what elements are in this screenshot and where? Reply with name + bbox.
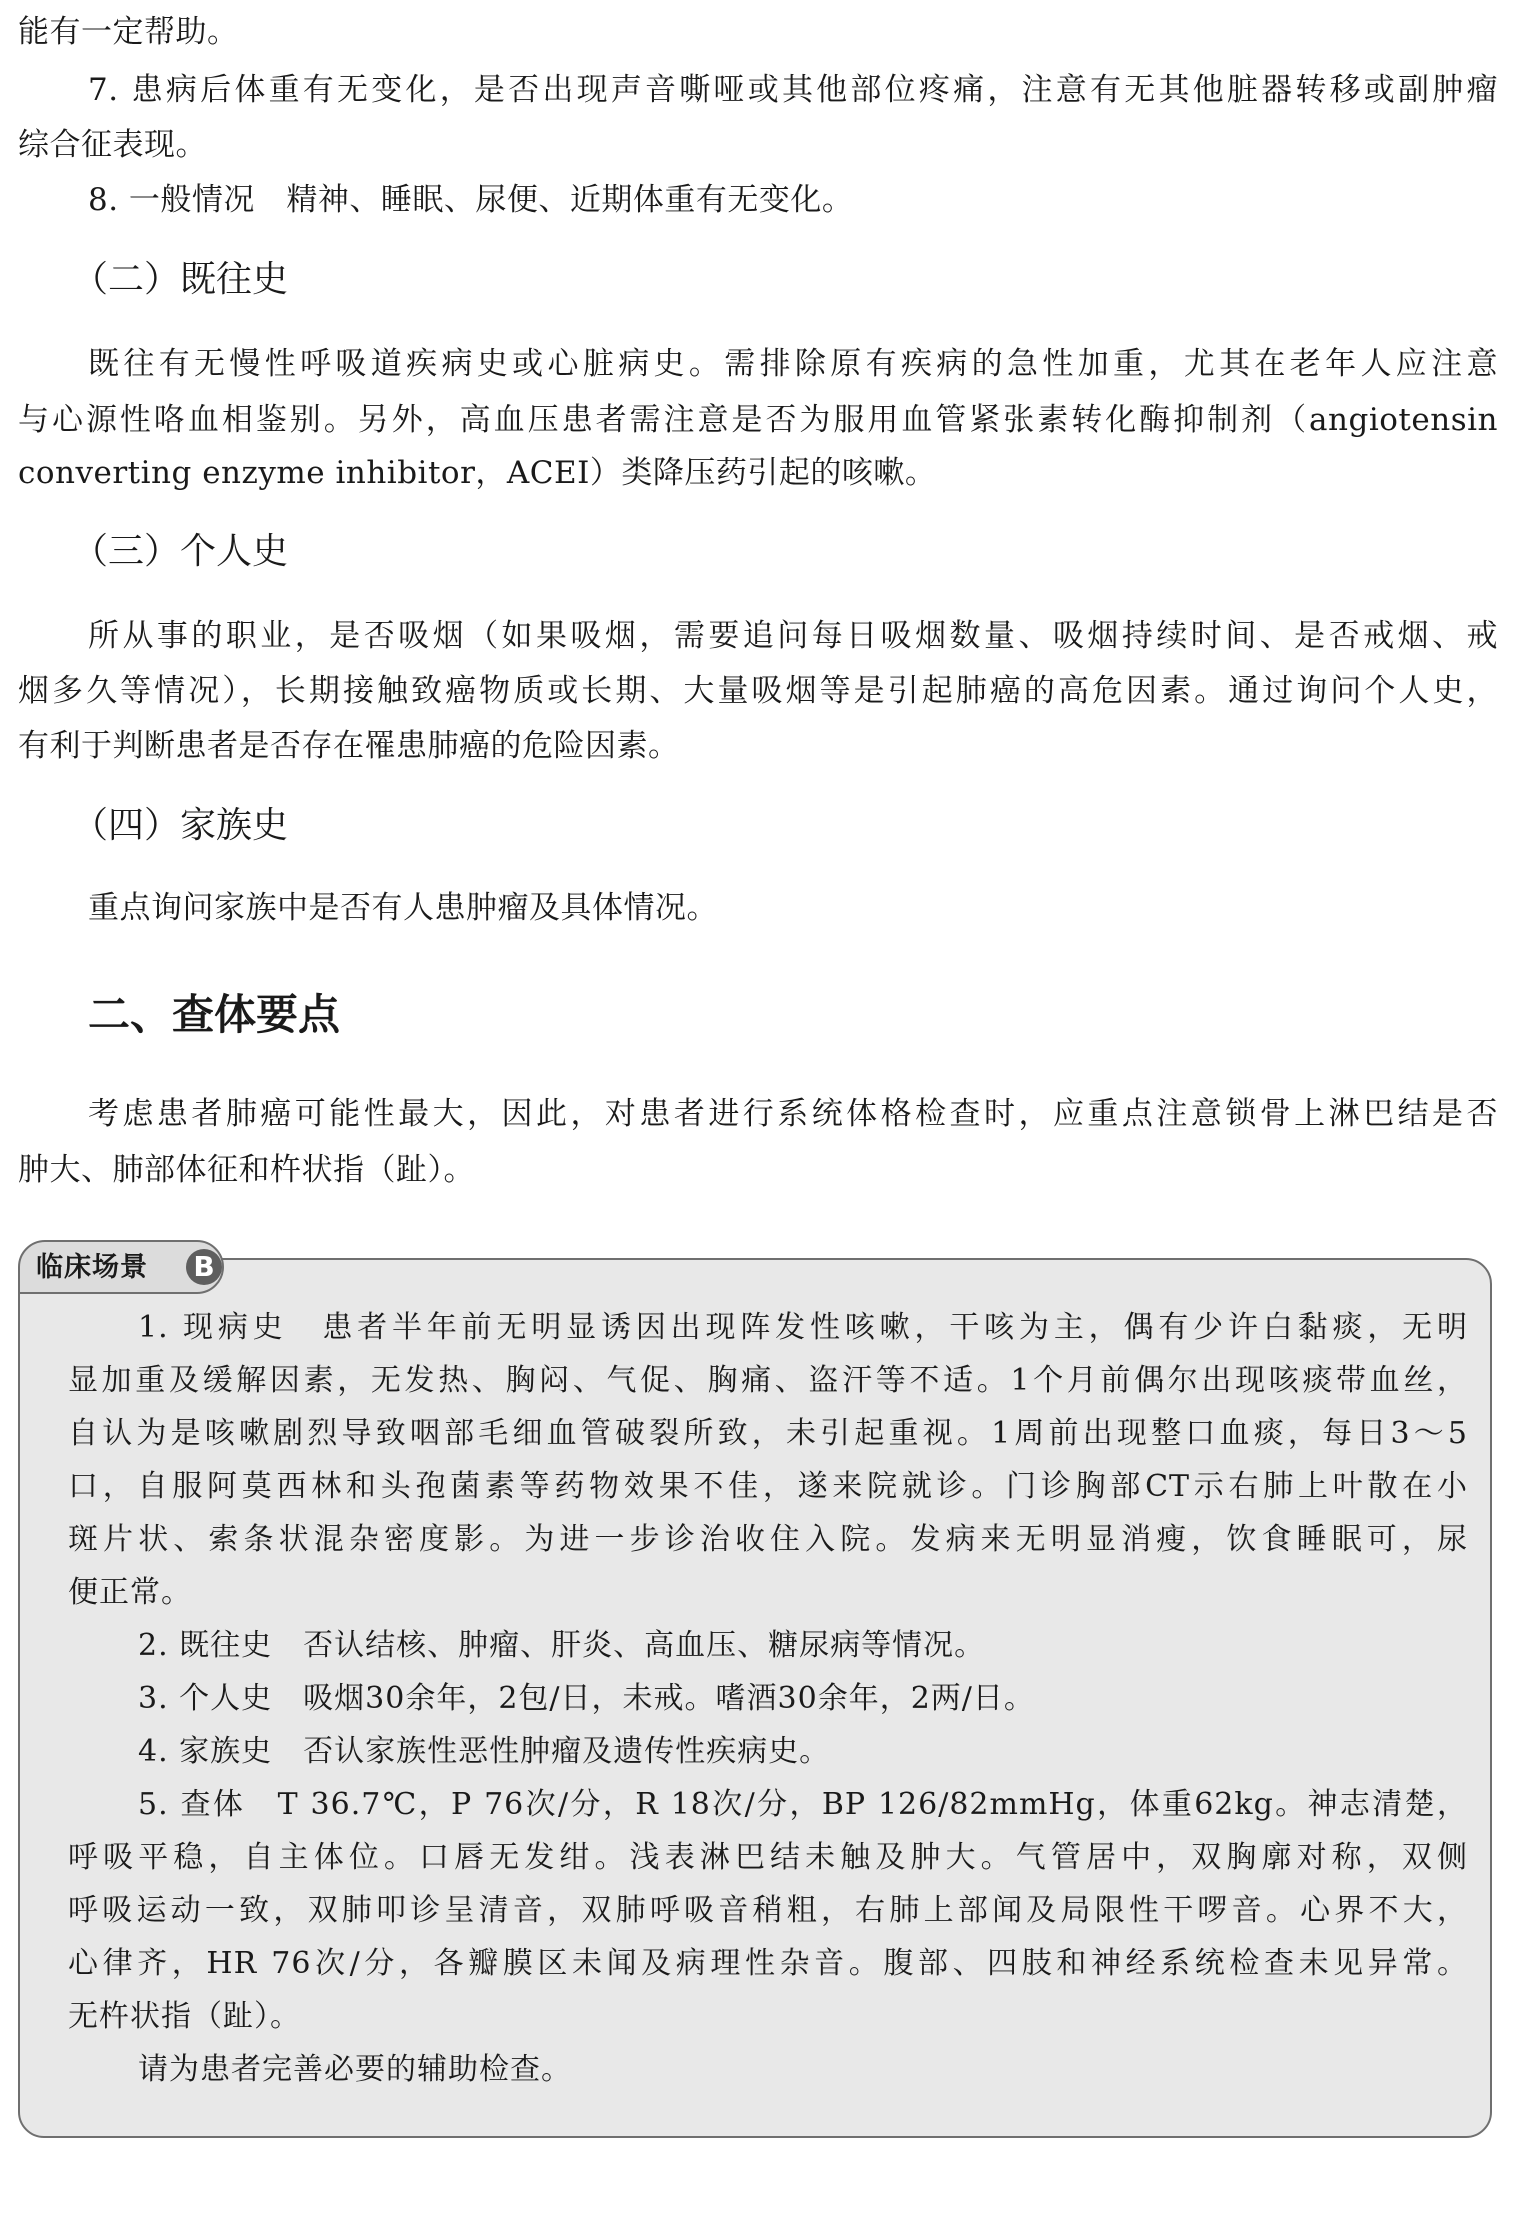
tab-label: 临床场景 bbox=[36, 1252, 148, 1283]
scenario-line: 显加重及缓解因素，无发热、胸闷、气促、胸痛、盗汗等不适。1个月前偶尔出现咳痰带血丝， bbox=[68, 1363, 1468, 1398]
section-heading-family-history: （四）家族史 bbox=[72, 805, 289, 846]
scenario-line: 5. 查体 T 36.7℃，P 76次/分，R 18次/分，BP 126/82mmHg，体重62kg。神志清楚， bbox=[138, 1787, 1468, 1822]
scenario-line: 呼吸运动一致，双肺叩诊呈清音，双肺呼吸音稍粗，右肺上部闻及局限性干啰音。心界不大， bbox=[68, 1893, 1468, 1928]
paragraph-line: 肿大、肺部体征和杵状指（趾）。 bbox=[18, 1152, 475, 1188]
paragraph-line: converting enzyme inhibitor，ACEI）类降压药引起的咳嗽。 bbox=[18, 455, 937, 491]
paragraph-line: 烟多久等情况），长期接触致癌物质或长期、大量吸烟等是引起肺癌的高危因素。通过询问个人史， bbox=[18, 673, 1498, 709]
clinical-scenario-box bbox=[18, 1258, 1492, 2138]
list-item-7: 7. 患病后体重有无变化，是否出现声音嘶哑或其他部位疼痛，注意有无其他脏器转移或副肿瘤 bbox=[88, 72, 1498, 108]
scenario-line: 3. 个人史 吸烟30余年，2包/日，未戒。嗜酒30余年，2两/日。 bbox=[138, 1681, 1035, 1716]
scenario-line: 口，自服阿莫西林和头孢菌素等药物效果不佳，遂来院就诊。门诊胸部CT示右肺上叶散在小 bbox=[68, 1469, 1468, 1504]
list-item-7-continued: 综合征表现。 bbox=[18, 127, 207, 163]
paragraph-line: 既往有无慢性呼吸道疾病史或心脏病史。需排除原有疾病的急性加重，尤其在老年人应注意 bbox=[88, 346, 1498, 382]
paragraph-line: 与心源性咯血相鉴别。另外，高血压患者需注意是否为服用血管紧张素转化酶抑制剂（angiotensin bbox=[18, 402, 1498, 438]
scenario-line: 便正常。 bbox=[68, 1575, 192, 1610]
paragraph-line: 有利于判断患者是否存在罹患肺癌的危险因素。 bbox=[18, 728, 680, 764]
scenario-line: 4. 家族史 否认家族性恶性肿瘤及遗传性疾病史。 bbox=[138, 1734, 831, 1769]
section-heading-personal-history: （三）个人史 bbox=[72, 531, 289, 572]
scenario-line: 自认为是咳嗽剧烈导致咽部毛细血管破裂所致，未引起重视。1周前出现整口血痰，每日3～5 bbox=[68, 1416, 1468, 1451]
paragraph-line: 考虑患者肺癌可能性最大，因此，对患者进行系统体格检查时，应重点注意锁骨上淋巴结是否 bbox=[88, 1096, 1498, 1132]
scenario-line: 1. 现病史 患者半年前无明显诱因出现阵发性咳嗽，干咳为主，偶有少许白黏痰，无明 bbox=[138, 1310, 1468, 1345]
list-item-8: 8. 一般情况 精神、睡眠、尿便、近期体重有无变化。 bbox=[88, 182, 854, 218]
paragraph-line: 能有一定帮助。 bbox=[18, 14, 239, 50]
scenario-line: 请为患者完善必要的辅助检查。 bbox=[138, 2052, 572, 2087]
paragraph-line: 所从事的职业，是否吸烟（如果吸烟，需要追问每日吸烟数量、吸烟持续时间、是否戒烟、戒 bbox=[88, 618, 1498, 654]
scenario-line: 呼吸平稳，自主体位。口唇无发绀。浅表淋巴结未触及肿大。气管居中，双胸廓对称，双侧 bbox=[68, 1840, 1468, 1875]
section-heading-exam-points: 二、查体要点 bbox=[88, 990, 341, 1039]
section-heading-past-history: （二）既往史 bbox=[72, 259, 289, 300]
scenario-line: 2. 既往史 否认结核、肿瘤、肝炎、高血压、糖尿病等情况。 bbox=[138, 1628, 986, 1663]
scenario-badge: B bbox=[186, 1249, 222, 1285]
scenario-line: 心律齐，HR 76次/分，各瓣膜区未闻及病理性杂音。腹部、四肢和神经系统检查未见异常。 bbox=[68, 1946, 1468, 1981]
clinical-scenario-tab bbox=[18, 1240, 224, 1294]
scenario-line: 斑片状、索条状混杂密度影。为进一步诊治收住入院。发病来无明显消瘦，饮食睡眠可，尿 bbox=[68, 1522, 1468, 1557]
paragraph-line: 重点询问家族中是否有人患肿瘤及具体情况。 bbox=[88, 890, 718, 926]
scenario-line: 无杵状指（趾）。 bbox=[68, 1999, 301, 2034]
